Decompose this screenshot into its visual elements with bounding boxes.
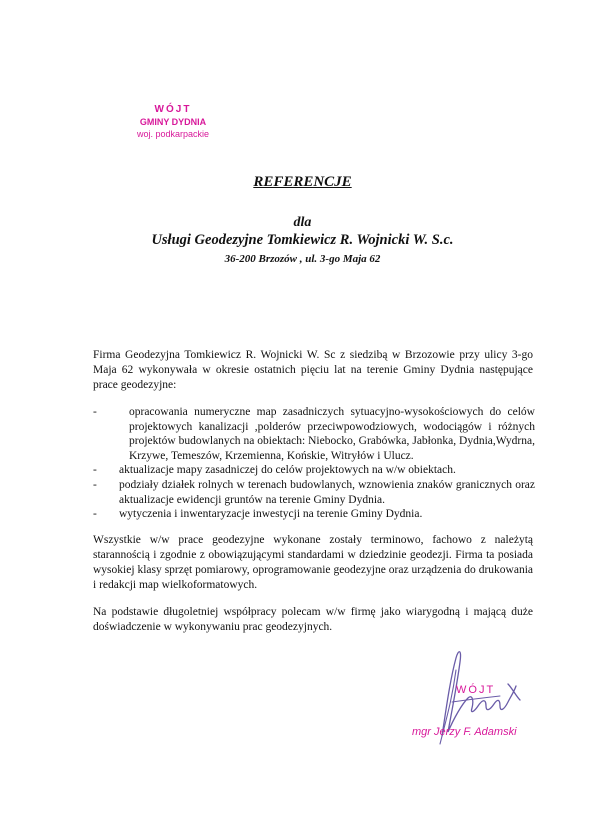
recipient-company: Usługi Geodezyjne Tomkiewicz R. Wojnicki W. S.c. <box>151 232 454 248</box>
quality-paragraph: Wszystkie w/w prace geodezyjne wykonane zostały terminowo, fachowo z należytą starannością i zgodnie z obowiązującymi standardami w dziedzinie geodezji. Firma ta posiada wysokiej klasy sprzęt pomiarowy, oprogramowanie geodezyjne oraz urządzenia do drukowania i redakcji map wielkoformatowych. <box>93 534 533 591</box>
signature-stamp-title: WÓJT <box>456 684 496 696</box>
list-item <box>93 478 535 507</box>
office-stamp <box>118 104 228 140</box>
list-dash: - <box>93 478 97 491</box>
list-dash: - <box>93 464 97 477</box>
signature-block <box>412 640 562 760</box>
recipient-address: 36-200 Brzozów , ul. 3-go Maja 62 <box>224 253 381 265</box>
recipient-prefix: dla <box>293 215 312 230</box>
list-item <box>93 405 535 463</box>
stamp-line-title: WÓJT <box>154 104 192 115</box>
stamp-line-office: GMINY DYDNIA <box>139 117 207 127</box>
list-item-text: wytyczenia i inwentaryzacje inwestycji na terenie Gminy Dydnia. <box>119 508 423 521</box>
intro-paragraph: Firma Geodezyjna Tomkiewicz R. Wojnicki W. Sc z siedzibą w Brzozowie przy ulicy 3-go Maja 62 wykonywała w okresie ostatnich pięciu lat na terenie Gminy Dydnia następujące prace geodezyjne: <box>93 349 533 391</box>
recommendation-paragraph: Na podstawie długoletniej współpracy polecam w/w firmę jako wiarygodną i mającą duże doświadczenie w wykonywaniu prac geodezyjnych. <box>93 606 533 633</box>
work-list <box>93 405 535 522</box>
document-title <box>0 174 605 191</box>
signature-stamp-name: mgr Jerzy F. Adamski <box>412 726 517 738</box>
list-item-text: podziały działek rolnych w terenach budowlanych, wznowienia znaków granicznych oraz aktualizacje ewidencji gruntów na terenie Gminy Dydnia. <box>119 478 535 506</box>
list-dash: - <box>93 508 97 521</box>
list-item <box>93 463 535 478</box>
stamp-line-region: woj. podkarpackie <box>136 129 210 139</box>
list-item-text: opracowania numeryczne map zasadniczych sytuacyjno-wysokościowych do celów projektowych kanalizacji ,polderów przeciwpowodziowych, wodociągów i różnych projektów budowlanych na obiektach: Niebocko, Grabówka, Jabłonka, Dydnia,Wydrna, Krzywe, Temeszów, Krzemienna, Końskie, Witryłów i Ulucz. <box>129 406 535 462</box>
list-item <box>93 507 535 522</box>
list-item-text: aktualizacje mapy zasadniczej do celów projektowych na w/w obiektach. <box>119 464 456 477</box>
list-dash: - <box>93 406 97 418</box>
document-title-text: REFERENCJE <box>253 174 352 190</box>
